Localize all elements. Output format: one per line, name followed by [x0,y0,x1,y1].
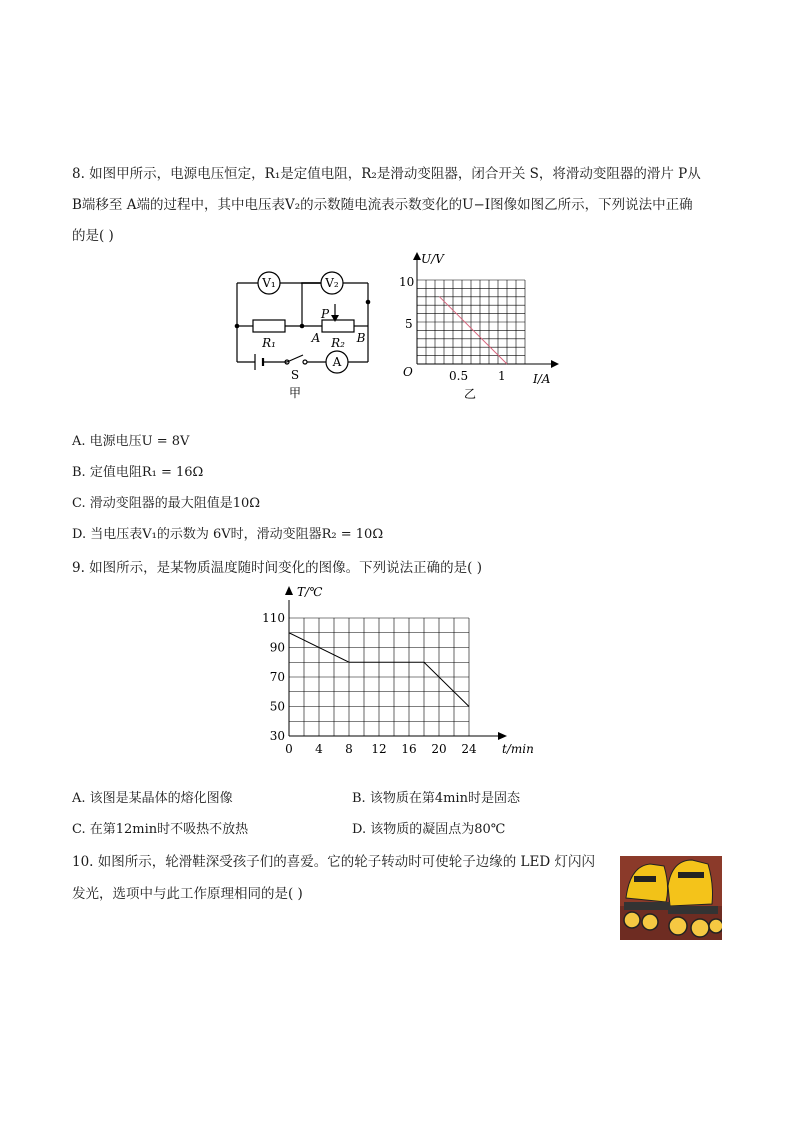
q8-option-d[interactable]: D. 当电压表V₁的示数为 6V时，滑动变阻器R₂ = 10Ω [72,527,384,542]
q10-stem-line-1: 10. 如图所示，轮滑鞋深受孩子们的喜爱。它的轮子转动时可使轮子边缘的 LED 灯闪闪 [72,854,595,870]
y-tick-5: 5 [405,317,413,331]
r2-label: R₂ [331,336,345,350]
x-tick-4: 4 [315,742,323,756]
x-tick-12: 12 [371,742,387,756]
roller-skate-photo [620,856,722,940]
q8-stem-line-2: B端移至 A端的过程中，其中电压表V₂的示数随电流表示数变化的U−I图像如图乙所示，下列说法中正确 [72,197,693,213]
q8-stem-line-1: 8. 如图甲所示，电源电压恒定，R₁是定值电阻，R₂是滑动变阻器，闭合开关 S，将滑动变阻器的滑片 P从 [72,166,701,182]
x-tick-8: 8 [345,742,353,756]
end-b-label: B [356,331,366,345]
y-tick-90: 90 [269,640,285,655]
q8-stem-line-3: 的是( ) [72,228,114,244]
v1-label: V₁ [262,276,276,290]
temperature-time-graph [255,582,545,762]
q9-option-c[interactable]: C. 在第12min时不吸热不放热 [72,822,249,837]
ammeter-label: A [332,355,342,369]
switch-label: S [290,368,300,382]
x-tick-1: 1 [498,369,506,383]
t-axis-label: T/℃ [297,585,323,599]
y-tick-10: 10 [399,275,415,289]
q9-option-d[interactable]: D. 该物质的凝固点为80℃ [352,822,506,837]
r1-label: R₁ [262,336,276,350]
circuit-diagram [225,262,385,402]
q10-stem-line-2: 发光，选项中与此工作原理相同的是( ) [72,886,303,902]
q9-stem: 9. 如图所示，是某物质温度随时间变化的图像。下列说法正确的是( ) [72,560,482,576]
y-tick-110: 110 [262,611,285,625]
graph-caption: 乙 [464,387,477,401]
slider-label: P [320,307,330,321]
x-tick-24: 24 [461,742,477,756]
q8-option-b[interactable]: B. 定值电阻R₁ = 16Ω [72,465,204,480]
i-axis-label: I/A [533,372,551,386]
end-a-label: A [311,331,321,345]
q9-option-b[interactable]: B. 该物质在第4min时是固态 [352,791,520,806]
y-tick-50: 50 [269,699,285,714]
y-tick-70: 70 [269,670,285,684]
x-tick-0: 0 [285,742,293,756]
v2-label: V₂ [325,276,339,290]
q8-option-c[interactable]: C. 滑动变阻器的最大阻值是10Ω [72,496,261,511]
u-axis-label: U/V [421,252,444,266]
origin-label: O [403,365,413,379]
x-tick-20: 20 [431,742,447,756]
circuit-caption: 甲 [288,386,302,400]
x-tick-16: 16 [401,742,417,756]
ui-graph [395,248,565,403]
q8-option-a[interactable]: A. 电源电压U = 8V [72,434,190,449]
time-axis-label: t/min [502,742,534,756]
q9-option-a[interactable]: A. 该图是某晶体的熔化图像 [72,791,233,806]
x-tick-0.5: 0.5 [449,369,469,383]
y-tick-30: 30 [269,729,285,743]
